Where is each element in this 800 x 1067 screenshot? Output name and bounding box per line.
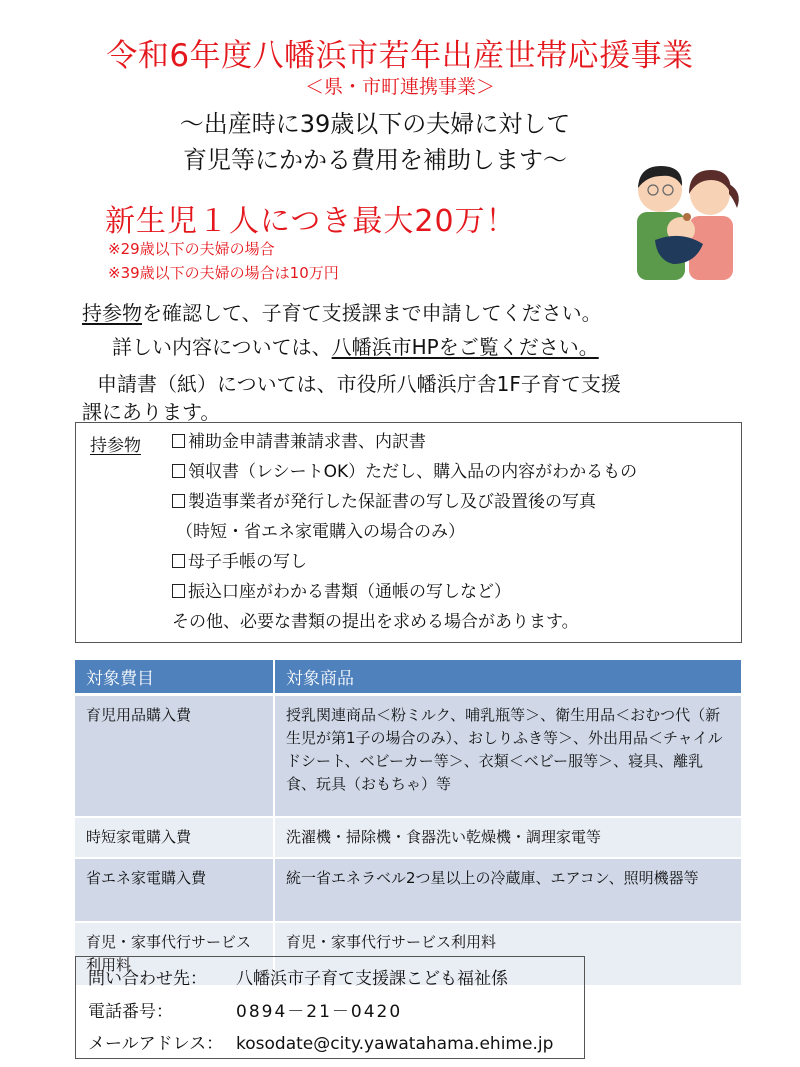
checkbox-icon [172, 434, 185, 448]
cell-products: 統一省エネラベル2つ星以上の冷蔵庫、エアコン、照明機器等 [274, 858, 742, 922]
checkbox-icon [172, 494, 185, 508]
city-hp-link[interactable]: 八幡浜市HPをご覧ください。 [331, 335, 599, 359]
cell-products: 育児・家事代行サービス利用料 [274, 922, 742, 986]
list-item: 母子手帳の写し [172, 551, 637, 581]
max-amount-headline: 新生児１人につき最大20万！ [105, 204, 517, 239]
eligible-expenses-table [75, 660, 743, 987]
items-link[interactable]: 持参物 [82, 301, 142, 325]
list-item: （時短・省エネ家電購入の場合のみ） [176, 522, 465, 542]
inquiry-value: 八幡浜市子育て支援課こども福祉係 [236, 969, 508, 989]
table-row [75, 858, 742, 922]
list-item: 補助金申請書兼請求書、内訳書 [172, 431, 637, 461]
required-items-label: 持参物 [90, 436, 141, 456]
email-label: メールアドレス： [88, 1034, 224, 1054]
table-header-row [75, 660, 742, 695]
contact-inquiry [88, 964, 508, 989]
checkbox-icon [172, 464, 185, 478]
contact-box [75, 956, 585, 1059]
cell-category: 省エネ家電購入費 [75, 858, 274, 922]
phone-value[interactable]: 0894－21－0420 [236, 1002, 403, 1022]
list-item: 製造事業者が発行した保証書の写し及び設置後の写真 [172, 491, 637, 521]
page-subtitle: ＜県・市町連携事業＞ [304, 76, 495, 98]
contact-phone [88, 997, 402, 1022]
checkbox-icon [172, 554, 185, 568]
cell-category: 育児・家事代行サービス利用料 [75, 922, 274, 986]
instruction-line3: 申請書（紙）については、市役所八幡浜庁舎1F子育て支援 [97, 372, 621, 396]
phone-label: 電話番号： [88, 1002, 173, 1022]
cell-products: 洗濯機・掃除機・食器洗い乾燥機・調理家電等 [274, 817, 742, 858]
instruction-line2: 詳しい内容については、八幡浜市HPをご覧ください。 [112, 335, 599, 359]
checkbox-icon [172, 584, 185, 598]
contact-email [88, 1029, 553, 1054]
inquiry-label: 問い合わせ先： [88, 969, 207, 989]
cell-category: 時短家電購入費 [75, 817, 274, 858]
column-header-category: 対象費目 [75, 660, 274, 695]
list-item: その他、必要な書類の提出を求める場合があります。 [172, 612, 579, 632]
age-note-29: ※29歳以下の夫婦の場合 [108, 240, 275, 258]
age-note-39: ※39歳以下の夫婦の場合は10万円 [108, 264, 339, 282]
cell-products: 授乳関連商品＜粉ミルク、哺乳瓶等＞、衛生用品＜おむつ代（新生児が第1子の場合のみ）、おしりふき等＞、外出用品＜チャイルドシート、ベビーカー等＞、衣類＜ベビー服等＞、寝具、離乳食、玩具（おもちゃ）等 [274, 695, 742, 817]
instruction-line1: 持参物を確認して、子育て支援課まで申請してください。 [82, 301, 602, 325]
cell-category: 育児用品購入費 [75, 695, 274, 817]
page-title: 令和6年度八幡浜市若年出産世帯応援事業 [106, 38, 694, 74]
email-value[interactable]: kosodate@city.yawatahama.ehime.jp [236, 1034, 554, 1054]
table-row [75, 695, 742, 817]
list-item: 振込口座がわかる書類（通帳の写しなど） [172, 581, 637, 611]
list-item: 領収書（レシートOK）ただし、購入品の内容がわかるもの [172, 461, 637, 491]
instruction-line4: 課にあります。 [82, 400, 221, 424]
lead-text-line1: ～出産時に39歳以下の夫婦に対して [179, 110, 571, 138]
required-items-box [75, 422, 742, 643]
required-items-list [172, 431, 637, 641]
table-row [75, 817, 742, 858]
lead-text-line2: 育児等にかかる費用を補助します～ [183, 146, 567, 174]
family-illustration-icon [625, 160, 745, 285]
column-header-products: 対象商品 [274, 660, 742, 695]
